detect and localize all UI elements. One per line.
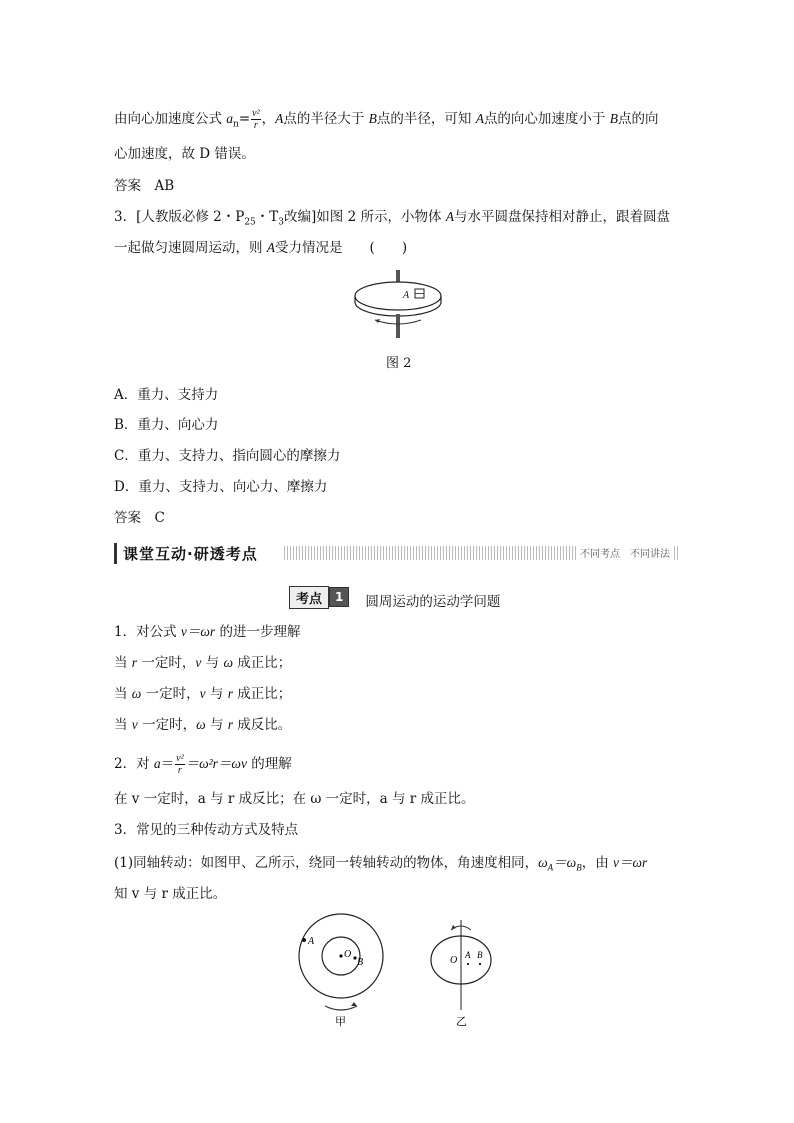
item-heading: [114, 622, 300, 642]
fig-yi-O: O: [450, 955, 458, 966]
fig-jia-A: A: [308, 936, 315, 947]
section-title: 课堂互动·研透考点: [114, 543, 262, 564]
text: 的进一步理解: [215, 624, 301, 640]
denominator: r: [177, 765, 182, 776]
text: 受力情况是 ( ): [275, 240, 408, 256]
numerator: v²: [252, 108, 260, 119]
item-line: [114, 684, 291, 704]
kaodian-header: [289, 584, 500, 610]
fig-yi-B: B: [477, 950, 483, 960]
item-line: [114, 715, 291, 735]
paragraph-line: [114, 108, 658, 135]
question-line: [114, 207, 670, 233]
text: 成正比；: [233, 686, 292, 702]
kaodian-num: 1: [329, 587, 349, 607]
var: A: [445, 209, 455, 224]
text: 与: [201, 655, 224, 671]
text: 与: [205, 686, 228, 702]
fraction: [251, 108, 260, 131]
item-line: 在 v 一定时，a 与 r 成反比；在 ω 一定时，a 与 r 成正比。: [114, 791, 475, 807]
text: 一起做匀速圆周运动，则: [114, 240, 267, 256]
text: 点的半径，可知: [376, 111, 476, 127]
text: ＝: [160, 756, 175, 772]
text: 点的向: [617, 111, 659, 127]
text: 成正比；: [233, 655, 292, 671]
text: 3．[人教版必修 2・P: [114, 209, 245, 225]
var: B: [368, 111, 377, 126]
option-d: D．重力、支持力、向心力、摩擦力: [114, 479, 328, 495]
text: 成反比。: [233, 717, 292, 733]
text: 当: [114, 655, 132, 671]
fraction: [175, 753, 184, 776]
figure-label-A: A: [403, 290, 410, 301]
var: a: [153, 756, 161, 771]
text: 一定时，: [137, 717, 197, 733]
fig-yi-A: A: [465, 950, 471, 960]
var: v: [195, 655, 202, 670]
paragraph-line: 心加速度，故 D 错误。: [114, 146, 255, 162]
var: A: [275, 111, 284, 126]
kaodian-label: 考点: [289, 586, 329, 609]
text: 点的向心加速度小于: [483, 111, 610, 127]
var: B: [609, 111, 618, 126]
var: ω: [223, 655, 233, 670]
kaodian-title: 圆周运动的运动学问题: [365, 594, 501, 610]
section-header: [114, 543, 678, 563]
item-heading: 3．常见的三种传动方式及特点: [114, 822, 299, 838]
numerator: v²: [176, 753, 184, 764]
answer-line: 答案 AB: [114, 178, 175, 194]
text: 一定时，: [141, 686, 200, 702]
figure-caption: 图 2: [386, 356, 412, 371]
text: (1)同轴转动：如图甲、乙所示，绕同一转轴转动的物体，角速度相同，: [114, 855, 539, 871]
var: v: [199, 686, 206, 701]
option-a: A．重力、支持力: [114, 387, 219, 403]
fig-yi-caption: 乙: [456, 1015, 467, 1028]
var: A: [475, 111, 484, 126]
text: 由向心加速度公式: [114, 111, 227, 127]
text: 点的半径大于: [283, 111, 369, 127]
text: 1．对公式: [114, 624, 181, 640]
var: v: [131, 717, 138, 732]
figure-yi: [425, 918, 500, 1030]
formula: ＝ω²r＝ωv: [185, 756, 247, 771]
item-line: [114, 653, 291, 673]
text: 2．对: [114, 756, 154, 772]
var: A: [266, 240, 276, 255]
text: ，: [261, 111, 276, 127]
text: 与水平圆盘保持相对静止，跟着圆盘: [454, 209, 671, 225]
option-b: B．重力、向心力: [114, 417, 219, 433]
figure-jia: [295, 908, 385, 1028]
formula: ω: [538, 855, 548, 870]
text: 当: [114, 686, 132, 702]
figure-disk: [345, 268, 445, 340]
formula: v＝ωr: [180, 624, 216, 639]
formula: ＝ω: [553, 855, 577, 870]
option-c: C．重力、支持力、指向圆心的摩擦力: [114, 448, 341, 464]
sub: 3: [278, 217, 285, 228]
var: r: [131, 655, 138, 670]
var: r: [227, 686, 233, 701]
denominator: r: [253, 120, 258, 131]
question-line: [114, 238, 407, 258]
item-heading: [114, 753, 292, 776]
sub: 25: [244, 217, 256, 228]
sub: B: [576, 862, 582, 873]
sub: A: [547, 862, 554, 873]
text: ・T: [255, 209, 279, 225]
fig-jia-B: B: [357, 957, 364, 968]
var: ω: [131, 686, 142, 701]
text: 与: [205, 717, 228, 733]
text: 改编]如图 2 所示，小物体: [284, 209, 446, 225]
formula-var: a: [226, 111, 234, 126]
answer-line: 答案 C: [114, 510, 165, 526]
text: 当: [114, 717, 132, 733]
item-line: 知 v 与 r 成正比。: [114, 886, 227, 902]
text: ，由: [581, 855, 614, 871]
text: 的理解: [246, 756, 292, 772]
section-tag: 不同考点 不同讲法: [578, 545, 672, 560]
formula: v＝ωr: [613, 855, 648, 870]
var: ω: [196, 717, 206, 732]
var: r: [227, 717, 233, 732]
formula-sub: n: [233, 119, 239, 130]
text: =: [238, 111, 251, 127]
item-line: [114, 853, 647, 878]
text: 一定时，: [137, 655, 196, 671]
fig-jia-caption: 甲: [335, 1015, 346, 1028]
fig-jia-O: O: [344, 949, 352, 960]
